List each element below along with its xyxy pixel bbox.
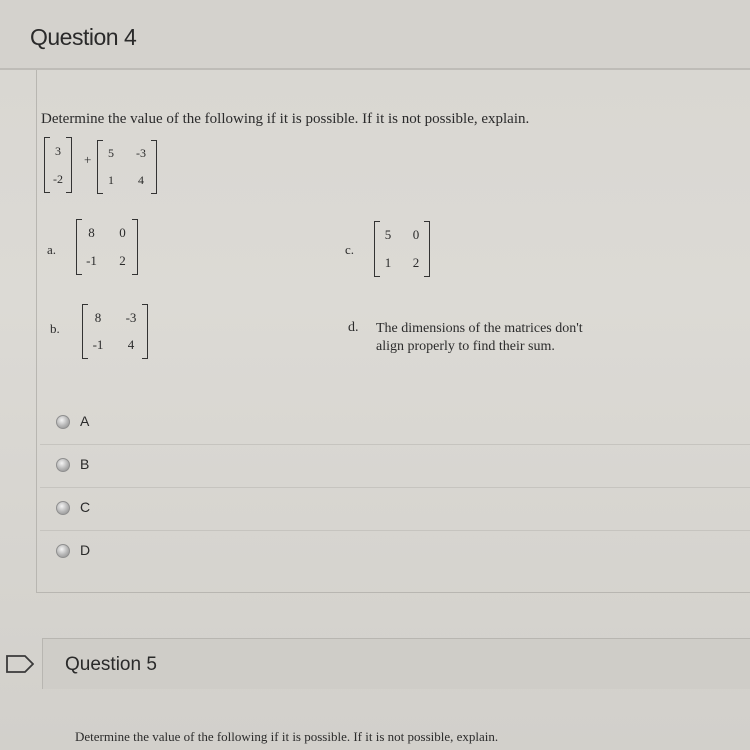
matrix-cell: -3 bbox=[136, 146, 146, 160]
expression-left-matrix bbox=[44, 137, 72, 193]
choice-row-d[interactable] bbox=[40, 530, 750, 573]
matrix-cell: 2 bbox=[119, 253, 126, 268]
matrix-cell: 5 bbox=[108, 146, 114, 160]
radio-button-c[interactable] bbox=[56, 501, 70, 515]
matrix-cell: 0 bbox=[119, 225, 126, 240]
radio-button-d[interactable] bbox=[56, 544, 70, 558]
matrix-cell: -1 bbox=[92, 337, 104, 352]
choice-label-d[interactable]: D bbox=[80, 542, 91, 558]
question-5-header bbox=[42, 638, 750, 689]
matrix-cell: 0 bbox=[412, 227, 420, 242]
choice-row-c[interactable] bbox=[40, 487, 750, 531]
choice-label-a[interactable]: A bbox=[80, 413, 90, 429]
option-b-matrix bbox=[82, 304, 148, 359]
expression-right-matrix bbox=[97, 140, 157, 194]
matrix-cell: -3 bbox=[125, 309, 137, 325]
radio-button-a[interactable] bbox=[56, 415, 70, 429]
matrix-cell: 1 bbox=[384, 255, 392, 270]
matrix-cell: 8 bbox=[88, 225, 95, 240]
question-4-title: Question 4 bbox=[30, 24, 137, 50]
option-a-matrix bbox=[76, 219, 138, 275]
choice-row-a[interactable] bbox=[40, 401, 750, 445]
option-d-text bbox=[376, 320, 583, 356]
choice-label-c[interactable]: C bbox=[80, 499, 91, 515]
matrix-cell: -2 bbox=[53, 171, 63, 186]
option-a-letter: a. bbox=[47, 242, 57, 257]
matrix-cell: 4 bbox=[127, 337, 135, 352]
option-d-line-1: The dimensions of the matrices don't bbox=[376, 321, 583, 336]
question-4-header bbox=[0, 0, 750, 70]
matrix-cell: 4 bbox=[138, 173, 144, 187]
radio-button-b[interactable] bbox=[56, 458, 70, 472]
choice-row-b[interactable] bbox=[40, 444, 750, 488]
matrix-cell: 5 bbox=[384, 227, 392, 242]
option-c-matrix bbox=[374, 221, 430, 277]
option-d-letter: d. bbox=[348, 320, 359, 335]
question-5-prompt: Determine the value of the following if it is possible. If it is not possible, explain. bbox=[75, 729, 499, 744]
plus-operator: + bbox=[84, 152, 92, 167]
matrix-cell: 3 bbox=[55, 143, 61, 158]
option-b-letter: b. bbox=[50, 321, 60, 336]
option-c-letter: c. bbox=[345, 242, 355, 257]
question-4-prompt: Determine the value of the following if it is possible. If it is not possible, explain. bbox=[41, 111, 530, 127]
choice-label-b[interactable]: B bbox=[80, 456, 90, 472]
flag-question-icon[interactable] bbox=[6, 655, 34, 673]
matrix-cell: 8 bbox=[94, 309, 102, 325]
option-d-line-2: align properly to find their sum. bbox=[376, 339, 555, 354]
matrix-cell: 2 bbox=[412, 255, 420, 270]
matrix-cell: -1 bbox=[86, 253, 97, 268]
question-5-title: Question 5 bbox=[65, 654, 157, 675]
matrix-cell: 1 bbox=[108, 173, 114, 187]
